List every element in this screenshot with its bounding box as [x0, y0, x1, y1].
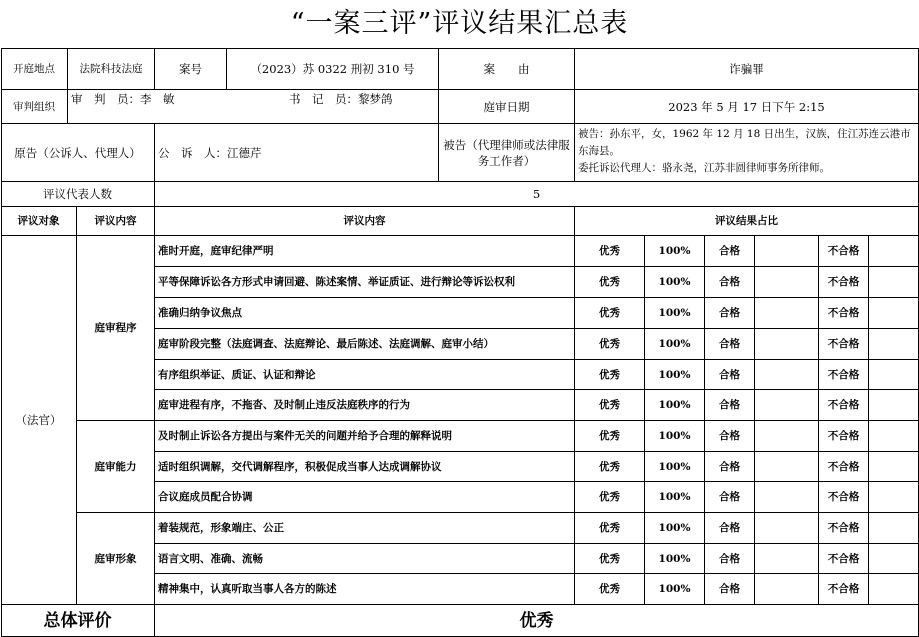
pass-percent: [755, 421, 819, 452]
pass-percent: [755, 360, 819, 390]
grade-fail: 不合格: [819, 236, 869, 267]
court-location-label: 开庭地点: [1, 48, 68, 90]
grade-excellent: 优秀: [575, 267, 645, 298]
summary-table: [1, 48, 919, 637]
item-text: 平等保障诉讼各方形式申请回避、陈述案情、举证质证、进行辩论等诉讼权利: [155, 267, 575, 298]
excellent-percent: 100%: [645, 421, 705, 452]
excellent-percent: 100%: [645, 544, 705, 574]
grade-excellent: 优秀: [575, 360, 645, 390]
grade-pass: 合格: [705, 329, 755, 360]
item-text: 合议庭成员配合协调: [155, 482, 575, 513]
clerk-text: 书 记 员：黎梦鸽: [289, 92, 393, 106]
grade-pass: 合格: [705, 390, 755, 421]
court-location-value: 法院科技法庭: [68, 48, 155, 90]
cause-label: 案 由: [439, 48, 575, 90]
fail-percent: [869, 574, 919, 605]
hearing-date-value: 2023 年 5 月 17 日下午 2:15: [575, 90, 919, 124]
grade-excellent: 优秀: [575, 421, 645, 452]
col-detail-header: 评议内容: [155, 207, 575, 236]
page-title: “一案三评”评议结果汇总表: [290, 8, 629, 39]
pass-percent: [755, 329, 819, 360]
overall-value: 优秀: [155, 605, 919, 637]
grade-excellent: 优秀: [575, 574, 645, 605]
grade-fail: 不合格: [819, 360, 869, 390]
fail-percent: [869, 544, 919, 574]
fail-percent: [869, 329, 919, 360]
fail-percent: [869, 452, 919, 482]
item-text: 精神集中，认真听取当事人各方的陈述: [155, 574, 575, 605]
evaluation-object: （法官）: [1, 236, 77, 605]
grade-pass: 合格: [705, 421, 755, 452]
grade-fail: 不合格: [819, 452, 869, 482]
grade-excellent: 优秀: [575, 544, 645, 574]
fail-percent: [869, 513, 919, 544]
defendant-label: 被告（代理律师或法律服务工作者）: [439, 124, 575, 182]
plaintiff-label: 原告（公诉人、代理人）: [1, 124, 155, 182]
group-name: 庭审形象: [77, 513, 155, 605]
grade-fail: 不合格: [819, 390, 869, 421]
fail-percent: [869, 236, 919, 267]
col-object-header: 评议对象: [1, 207, 77, 236]
grade-fail: 不合格: [819, 329, 869, 360]
excellent-percent: 100%: [645, 329, 705, 360]
pass-percent: [755, 390, 819, 421]
excellent-percent: 100%: [645, 513, 705, 544]
item-text: 及时制止诉讼各方提出与案件无关的问题并给予合理的解释说明: [155, 421, 575, 452]
pass-percent: [755, 452, 819, 482]
pass-percent: [755, 574, 819, 605]
grade-fail: 不合格: [819, 544, 869, 574]
defendant-line2: 委托诉讼代理人：骆永尧，江苏非圆律师事务所律师。: [578, 162, 830, 174]
judge-text: 审 判 员：李 敏: [71, 92, 175, 106]
fail-percent: [869, 267, 919, 298]
grade-excellent: 优秀: [575, 452, 645, 482]
pass-percent: [755, 267, 819, 298]
excellent-percent: 100%: [645, 574, 705, 605]
grade-pass: 合格: [705, 544, 755, 574]
defendant-line1: 被告：孙东平，女，1962 年 12 月 18 日出生，汉族，住江苏连云港市东海县。: [578, 128, 911, 157]
grade-excellent: 优秀: [575, 390, 645, 421]
grade-fail: 不合格: [819, 267, 869, 298]
item-text: 庭审阶段完整（法庭调查、法庭辩论、最后陈述、法庭调解、庭审小结）: [155, 329, 575, 360]
panel-members: [68, 90, 439, 124]
item-text: 适时组织调解，交代调解程序，积极促成当事人达成调解协议: [155, 452, 575, 482]
overall-label: 总体评价: [1, 605, 155, 637]
fail-percent: [869, 360, 919, 390]
group-name: 庭审程序: [77, 236, 155, 421]
cause-value: 诈骗罪: [575, 48, 919, 90]
grade-pass: 合格: [705, 267, 755, 298]
excellent-percent: 100%: [645, 482, 705, 513]
item-text: 准确归纳争议焦点: [155, 298, 575, 329]
grade-fail: 不合格: [819, 513, 869, 544]
grade-fail: 不合格: [819, 482, 869, 513]
fail-percent: [869, 298, 919, 329]
grade-excellent: 优秀: [575, 482, 645, 513]
item-text: 语言文明、准确、流畅: [155, 544, 575, 574]
col-content-header: 评议内容: [77, 207, 155, 236]
grade-pass: 合格: [705, 513, 755, 544]
grade-excellent: 优秀: [575, 329, 645, 360]
excellent-percent: 100%: [645, 360, 705, 390]
grade-pass: 合格: [705, 360, 755, 390]
grade-fail: 不合格: [819, 298, 869, 329]
grade-fail: 不合格: [819, 421, 869, 452]
item-text: 着装规范，形象端庄、公正: [155, 513, 575, 544]
case-no-value: （2023）苏 0322 刑初 310 号: [227, 48, 439, 90]
pass-percent: [755, 298, 819, 329]
col-result-header: 评议结果占比: [575, 207, 919, 236]
pass-percent: [755, 513, 819, 544]
fail-percent: [869, 421, 919, 452]
grade-excellent: 优秀: [575, 236, 645, 267]
plaintiff-value: 公 诉 人：江德芹: [155, 124, 439, 182]
excellent-percent: 100%: [645, 452, 705, 482]
grade-pass: 合格: [705, 574, 755, 605]
pass-percent: [755, 544, 819, 574]
hearing-date-label: 庭审日期: [439, 90, 575, 124]
excellent-percent: 100%: [645, 236, 705, 267]
grade-pass: 合格: [705, 482, 755, 513]
grade-fail: 不合格: [819, 574, 869, 605]
item-text: 庭审进程有序，不拖沓、及时制止违反法庭秩序的行为: [155, 390, 575, 421]
defendant-value: [575, 124, 919, 182]
reps-value: 5: [155, 182, 919, 207]
excellent-percent: 100%: [645, 267, 705, 298]
grade-pass: 合格: [705, 236, 755, 267]
panel-label: 审判组织: [1, 90, 68, 124]
pass-percent: [755, 482, 819, 513]
grade-excellent: 优秀: [575, 298, 645, 329]
reps-label: 评议代表人数: [1, 182, 155, 207]
grade-pass: 合格: [705, 452, 755, 482]
group-name: 庭审能力: [77, 421, 155, 513]
grade-excellent: 优秀: [575, 513, 645, 544]
item-text: 有序组织举证、质证、认证和辩论: [155, 360, 575, 390]
fail-percent: [869, 390, 919, 421]
grade-pass: 合格: [705, 298, 755, 329]
pass-percent: [755, 236, 819, 267]
case-no-label: 案号: [155, 48, 227, 90]
excellent-percent: 100%: [645, 390, 705, 421]
fail-percent: [869, 482, 919, 513]
excellent-percent: 100%: [645, 298, 705, 329]
item-text: 准时开庭，庭审纪律严明: [155, 236, 575, 267]
